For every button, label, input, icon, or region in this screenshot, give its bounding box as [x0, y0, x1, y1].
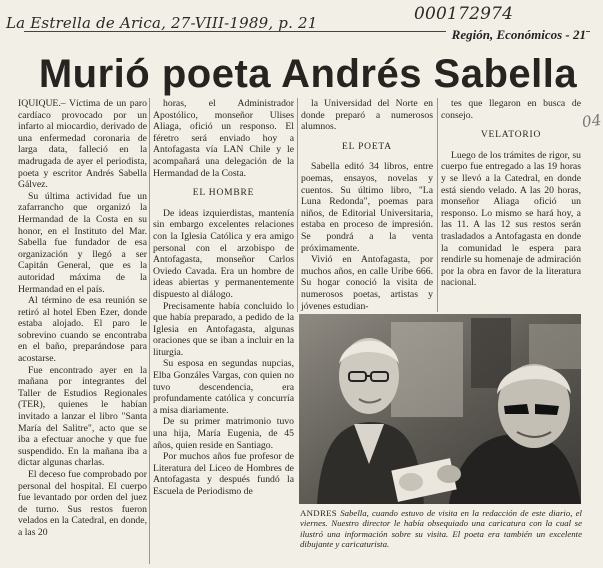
- handwritten-margin-mark: 04: [580, 110, 603, 132]
- article-paragraph: [18, 365, 147, 469]
- article-paragraph: [153, 98, 294, 179]
- caption-lead: ANDRES: [300, 508, 337, 518]
- article-paragraph: [18, 295, 147, 365]
- column-rule: [149, 98, 150, 564]
- article-paragraph: [153, 416, 294, 451]
- article-paragraph: [18, 191, 147, 295]
- subheading-velatorio: VELATORIO: [480, 130, 542, 141]
- article-column-3: [301, 98, 433, 312]
- article-paragraph: [18, 469, 147, 539]
- dateline: IQUIQUE.–: [18, 98, 66, 109]
- article-paragraph: [301, 254, 433, 312]
- caption-text: Sabella, cuando estuvo de visita en la redacción de este diario, el viernes. Nuestro director le había obsequiado una caricatura con la cual se ilustró una información sobre su visita. El poeta era también un excelente dibujante y caricaturista.: [300, 508, 582, 550]
- paragraph-text: la Universidad del Norte en donde preparó a numerosos alumnos.: [301, 98, 433, 133]
- article-paragraph: [441, 150, 581, 289]
- paragraph-text: Su esposa en segundas nupcias, Elba Gonzáles Vargas, con quien no tuvo descendencia, era profundamente católica y concurría a misa diariamente.: [153, 358, 294, 416]
- paragraph-text: De su primer matrimonio tuvo una hija, María Eugenia, de 45 años, quien reside en Santiago.: [153, 416, 294, 451]
- news-photo: [299, 314, 581, 504]
- subheading-el-poeta: EL POETA: [342, 141, 392, 152]
- paragraph-text: Precisamente había concluido lo que había preparado, a pedido de la Iglesia en Antofagasta, algunas oraciones que se iban a incluir en la liturgia.: [153, 300, 294, 358]
- photo-two-men-portrait: [299, 314, 581, 504]
- handwritten-record-number: 000172974: [414, 4, 514, 24]
- article-paragraph: [153, 451, 294, 497]
- handwritten-source-note: La Estrella de Arica, 27-VIII-1989, p. 21: [6, 14, 318, 32]
- subheading-el-hombre: EL HOMBRE: [192, 188, 255, 199]
- paragraph-text: Fue encontrado ayer en la mañana por integrantes del Taller de Estudios Regionales (TER), quienes le habían invitado a lanzar el libro "Santa María del Salitre", acto que se iba a efectuar anoche y que fue suspendido. En la mañana iba a dictar algunas charlas.: [18, 364, 147, 469]
- article-column-4: [441, 98, 581, 312]
- article-paragraph: [301, 161, 433, 254]
- paragraph-text: tes que llegaron en busca de consejo.: [441, 98, 581, 121]
- article-paragraph: [18, 98, 147, 191]
- article-column-1: [18, 98, 147, 564]
- paragraph-text: Sabella editó 34 libros, entre poemas, ensayos, novelas y cuentos. Su último libro, "La Luna Redonda", poemas para niños, de Editorial Universitaria, estaba en proceso de impresión. Se pondrá a la venta próximamente.: [301, 161, 433, 254]
- column-rule: [437, 98, 438, 312]
- paragraph-text: De ideas izquierdistas, mantenía sin embargo excelentes relaciones con la Iglesia Católica y era amigo personal con el arzobispo de Antofagasta, monseñor Carlos Oviedo Cavada. Era un hombre de ideas abiertas y permanentemente dispuesto al diálogo.: [153, 207, 294, 300]
- paragraph-text: Por muchos años fue profesor de Literatura del Liceo de Hombres de Antofagasta y después fundó la Escuela de Periodismo de: [153, 451, 294, 497]
- section-label: Región, Económicos - 21: [446, 27, 586, 43]
- paragraph-text: Al término de esa reunión se retiró al hotel Eben Ezer, donde estaba alojado. El paro le sobrevino cuando se encontraba en el baño, preparándose para acostarse.: [18, 295, 147, 365]
- paragraph-text: Luego de los trámites de rigor, su cuerpo fue entregado a las 19 horas y se llevó a la Catedral, en donde está siendo velado. A las 20 horas, monseñor Aliaga ofició un responso. Lo mismo se hará hoy, a las 11. A las 12 sus restos serán trasladados a Antofagasta en donde la comunidad le espera para rendirle su homenaje de admiración por la obra en favor de la literatura nacional.: [441, 149, 581, 289]
- article-column-2: [153, 98, 294, 564]
- headline: Murió poeta Andrés Sabella: [38, 52, 578, 96]
- paragraph-text: Vivió en Antofagasta, por muchos años, en calle Uribe 666. Su hogar conoció la visita de numerosos poetas, artistas y jóvenes estudian-: [301, 254, 433, 312]
- article-paragraph: [153, 301, 294, 359]
- article-paragraph: [301, 98, 433, 133]
- paragraph-text: Su última actividad fue un zafarrancho que organizó la Hermandad de la Costa en su honor, en el Instituto del Mar. Sabella fue fundador de esa organización y llegó a ser Capitán General, que es la autoridad máxima de la Hermandad en el país.: [18, 190, 147, 295]
- article-paragraph: [153, 358, 294, 416]
- paragraph-text: horas, el Administrador Apostólico, monseñor Ulises Aliaga, ofició un responso. El féretro será enviado hoy a Antofagasta vía LAN Chile y le acompañará una delegación de la Hermandad de la Costa.: [153, 98, 294, 179]
- paragraph-text: El deceso fue comprobado por personal del hospital. El cuerpo fue levantado por orden del juez de turno. Sus restos fueron velados en la Catedral, en donde, a las 20: [18, 469, 147, 538]
- photo-caption: [300, 508, 582, 550]
- article-paragraph: [153, 208, 294, 301]
- paragraph-text: Víctima de un paro cardíaco provocado por un infarto al miocardio, derivado de una enfermedad coronaria de larga data, falleció en la madrugada de ayer el periodista, poeta y escritor Andrés Sabella Gálvez.: [18, 98, 147, 191]
- column-rule: [297, 98, 298, 312]
- article-paragraph: [441, 98, 581, 121]
